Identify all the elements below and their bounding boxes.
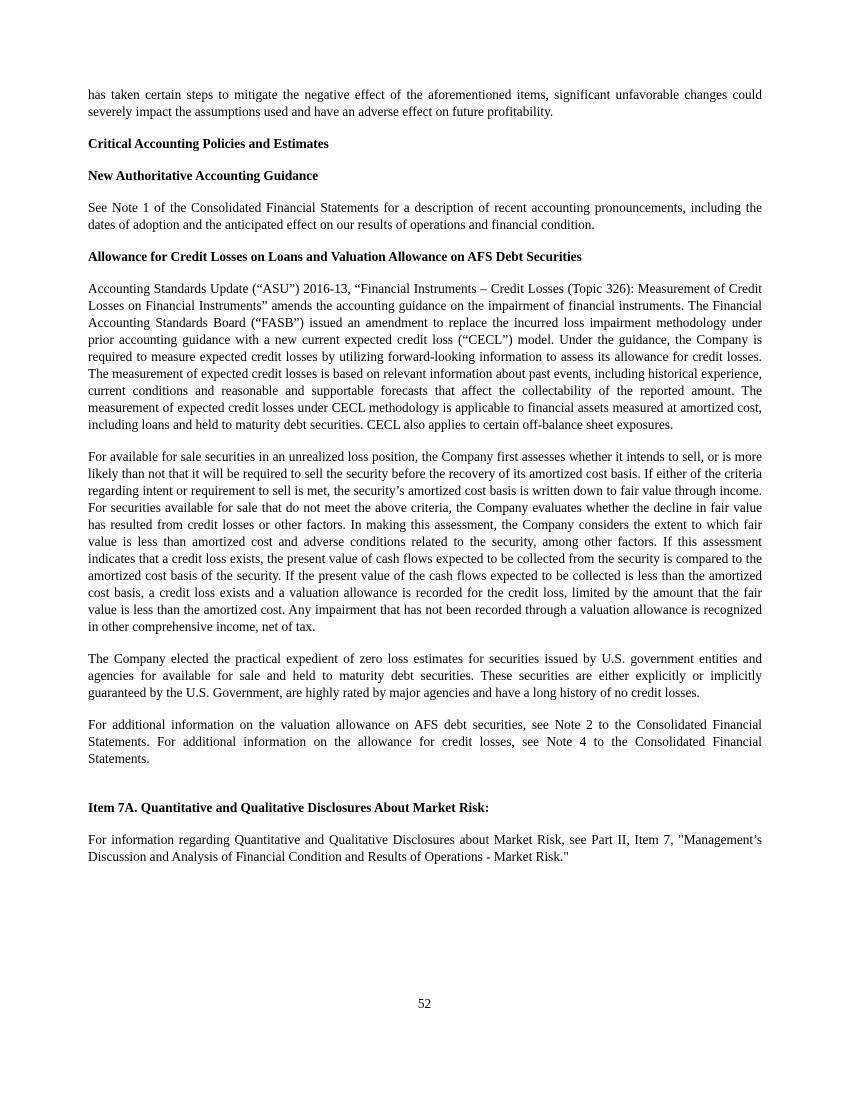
paragraph-market-risk-reference: For information regarding Quantitative and Qualitative Disclosures about Market Risk, see Part II, Item 7, "Management’s Discussion and Analysis of Financial Condition and Results of Operations - Market Risk." [88, 832, 762, 864]
heading-item-7a-market-risk: Item 7A. Quantitative and Qualitative Disclosures About Market Risk: [88, 800, 490, 815]
paragraph-see-note-1: See Note 1 of the Consolidated Financial Statements for a description of recent accounting pronouncements, including the dates of adoption and the anticipated effect on our results of operations and financial condition. [88, 200, 762, 232]
paragraph-afs-securities-assessment: For available for sale securities in an unrealized loss position, the Company first assesses whether it intends to sell, or is more likely than not that it will be required to sell the security before the recovery of its amortized cost basis. If either of the criteria regarding intent or requirement to sell is met, the security’s amortized cost basis is written down to fair value through income. For securities available for sale that do not meet the above criteria, the Company evaluates whether the decline in fair value has resulted from credit losses or other factors. In making this assessment, the Company considers the extent to which fair value is less than amortized cost and adverse conditions related to the security, among other factors. If this assessment indicates that a credit loss exists, the present value of cash flows expected to be collected from the security is compared to the amortized cost basis of the security. If the present value of the cash flows expected to be collected is less than the amortized cost basis, a credit loss exists and a valuation allowance is recorded for the credit loss, limited by the amount that the fair value is less than the amortized cost. Any impairment that has not been recorded through a valuation allowance is recognized in other comprehensive income, net of tax. [88, 449, 762, 634]
paragraph-additional-information: For additional information on the valuation allowance on AFS debt securities, see Note 2 to the Consolidated Financial Statements. For additional information on the allowance for credit losses, see Note 4 to the Consolidated Financial Statements. [88, 717, 762, 766]
paragraph-zero-loss-expedient: The Company elected the practical expedient of zero loss estimates for securities issued by U.S. government entities and agencies for available for sale and held to maturity debt securities. These securities are either explicitly or implicitly guaranteed by the U.S. Government, are highly rated by major agencies and have a long history of no credit losses. [88, 651, 762, 700]
page-number: 52 [417, 996, 432, 1011]
heading-allowance-credit-losses: Allowance for Credit Losses on Loans and Valuation Allowance on AFS Debt Securities [88, 249, 582, 264]
heading-critical-accounting-policies: Critical Accounting Policies and Estimates [88, 136, 329, 151]
paragraph-continuation: has taken certain steps to mitigate the negative effect of the aforementioned items, significant unfavorable changes could severely impact the assumptions used and have an adverse effect on future profitability. [88, 87, 762, 119]
paragraph-asu-2016-13: Accounting Standards Update (“ASU”) 2016-13, “Financial Instruments – Credit Losses (Topic 326): Measurement of Credit Losses on Financial Instruments” amends the accounting guidance on the impairment of financial instruments. The Financial Accounting Standards Board (“FASB”) issued an amendment to replace the incurred loss impairment methodology under prior accounting guidance with a new current expected credit loss (“CECL”) model. Under the guidance, the Company is required to measure expected credit losses by utilizing forward-looking information to assess its allowance for credit losses. The measurement of expected credit losses is based on relevant information about past events, including historical experience, current conditions and reasonable and supportable forecasts that affect the collectability of the reported amount. The measurement of expected credit losses under CECL methodology is applicable to financial assets measured at amortized cost, including loans and held to maturity debt securities. CECL also applies to certain off-balance sheet exposures. [88, 281, 762, 432]
heading-new-authoritative-accounting-guidance: New Authoritative Accounting Guidance [88, 168, 319, 183]
